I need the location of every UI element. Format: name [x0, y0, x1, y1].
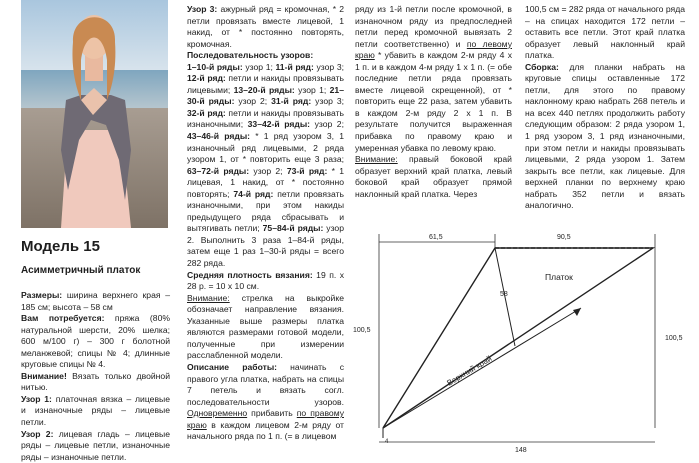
text-run: Вязать только двойной нитью. [21, 370, 170, 393]
text-run: Внимание: [187, 292, 230, 303]
model-photo [21, 0, 168, 228]
text-run: ажурный ряд = кромочная, * 2 петли провязать вместе лицевой, 1 накид, от * постоянно повторять, кромочная. [187, 4, 344, 49]
text-run: лицевая гладь – лицевые ряды – лицевые петли, изнаночные ряды – изнаночные петли. [21, 428, 170, 462]
text-run: узор 1; [242, 61, 276, 72]
text-run: в каждом лицевом 2-м ряду от начального ряда по 1 п. (= в лицевом [187, 419, 344, 442]
text-run: 75–84-й ряды: [262, 223, 324, 234]
text-run: Описание работы: [187, 361, 278, 372]
label-top-edge: Верхний край [445, 353, 494, 388]
text-run: петли и накиды провязывать лицевыми; [187, 73, 344, 95]
text-run: 13–20-й ряды: [233, 84, 295, 95]
text-run: 63–72-й ряды: [187, 165, 250, 176]
text-run: * убавить в каждом 2-м ряду 4 x 1 п. и в каждом 4-м ряду 1 x 1 п. (= обе последние петли ряда провязать вместе лицевой скрещенной), от * повторить еще 22 раза, затем убавить в каждом 2-м ряду 2 x 1 п. В результате получится выраженная прибавка по правому краю и умеренная убавка по левому краю. [355, 50, 512, 153]
text-run: 43–46-й ряды: [187, 131, 251, 142]
text-run: Последовательность узоров: [187, 50, 314, 61]
text-run: Узор 2: [21, 428, 54, 439]
text-column-4 [525, 4, 685, 212]
text-run: петли и накиды провязывать изнаночными; [187, 107, 344, 130]
text-column-3 [355, 4, 512, 200]
text-column-1 [21, 290, 170, 463]
label-shawl: Платок [545, 272, 573, 282]
text-run: * 1 лицевая, 1 накид, от * постоянно повторять; [187, 165, 344, 199]
model-photo-image [21, 0, 168, 228]
text-run: начинать с правого угла платка, набрать на спицы 7 петель и вязать согл. последовательности узоров. [187, 361, 344, 407]
text-run: петли провязать изнаночными, при этом накиды предыдущего ряда сбрасывать и вытягивать петли; [187, 188, 344, 234]
text-run: пряжа (80% натуральной шерсти, 20% шелка; 600 м/100 г) – 300 г болотной меланжевой; спицы № 4; длинные круговые спицы № 4. [21, 313, 170, 370]
text-run: по правому краю [187, 408, 344, 430]
text-run: узор 2; [234, 96, 272, 107]
text-run: 73-й ряд: [286, 165, 328, 176]
text-run: узор 2; [310, 119, 344, 130]
text-run: Средняя плотность вязания: [187, 269, 313, 280]
text-run: 21–30-й ряды: [187, 84, 344, 107]
text-column-2 [187, 4, 344, 443]
text-run: Узор 1: [21, 393, 52, 404]
dim-bottom: 148 [515, 447, 527, 454]
text-run: Сборка: [525, 61, 559, 72]
text-run: 31-й ряд: [271, 96, 312, 107]
text-run: Внимание! [21, 370, 67, 381]
dim-height: 58 [500, 291, 508, 298]
text-run: 1–10-й ряды: [187, 61, 243, 72]
text-run: 100,5 см = 282 ряда от начального ряда – на спицах находится 172 петли – оставить все петли. Этот край платка образует левый наклонный край платка. [525, 4, 685, 61]
text-run: Внимание: [355, 154, 398, 165]
text-run: Вам потребуется: [21, 313, 105, 324]
text-run: 74-й ряд: [233, 188, 274, 199]
text-run: узор 3; [313, 61, 344, 72]
text-run: узор 3; [311, 96, 344, 107]
text-run: узор 2. Выполнить 3 раза 1–84-й ряды, затем еще 1 раз 1–30-й ряды = всего 282 ряда. [187, 223, 344, 269]
text-run: 19 п. x 28 р. = 10 x 10 см. [187, 269, 344, 292]
text-run: узор 1; [294, 84, 330, 95]
text-run: * 1 ряд узором 3, 1 изнаночный ряд лицевыми, 2 ряда узором 1, от * повторить еще 3 раза; [187, 131, 344, 165]
text-run: 33–42-й ряды: [247, 119, 311, 130]
text-run: 11-й ряд: [275, 61, 314, 72]
text-run: стрелка на выкройке обозначает направление вязания. Указанные выше размеры платка являются размерами готовой модели, полученные при измерении расслабленной модели. [187, 292, 344, 361]
model-title: Модель 15 [21, 238, 100, 255]
text-run: ряду из 1-й петли после кромочной, в изнаночном ряду из предпоследней петли перед кромочной вывязать 2 петли соответственно) и [355, 4, 512, 49]
text-run: по левому краю [355, 38, 512, 61]
dim-top-right: 90,5 [557, 234, 571, 241]
dim-top-left: 61,5 [429, 234, 443, 241]
text-run: 32-й ряд: [187, 107, 226, 118]
text-run: правый боковой край образует верхний край платка, левый боковой край образует прямой наклонный край платка. Через [355, 154, 512, 199]
text-run: Одновременно [187, 408, 248, 419]
text-run: ширина верхнего края – 185 см; высота – 58 см [21, 290, 170, 312]
text-run: для планки набрать на круговые спицы оставленные 172 петли, для этого по правому наклонному краю набрать 268 петель и на всех 440 петлях продолжить работу следующим образом: 2 ряда узором 1, 1 ряд узором 3, 1 ряд изнаночными, при этом петли и накиды провязывать лицевыми, 2 ряда узором 1. Затем закрыть все петли, как лицевые. Для верхней планки по верхнему краю набрать 352 петли и вязать аналогично. [525, 61, 685, 211]
text-run: платочная вязка – лицевые и изнаночные ряды – лицевые петли. [21, 393, 170, 428]
model-subtitle: Асимметричный платок [21, 265, 141, 276]
shawl-outline [383, 248, 653, 428]
text-run: узор 2; [249, 165, 287, 176]
dim-start: 4 [385, 439, 389, 445]
text-run: Узор 3: [187, 4, 218, 14]
shawl-schema [345, 228, 699, 456]
text-run: 12-й ряд: [187, 73, 226, 84]
text-run: Размеры: [21, 290, 63, 300]
text-run: прибавить [247, 408, 297, 419]
dim-left-side: 100,5 [353, 327, 371, 334]
dim-right-side: 100,5 [665, 335, 683, 342]
